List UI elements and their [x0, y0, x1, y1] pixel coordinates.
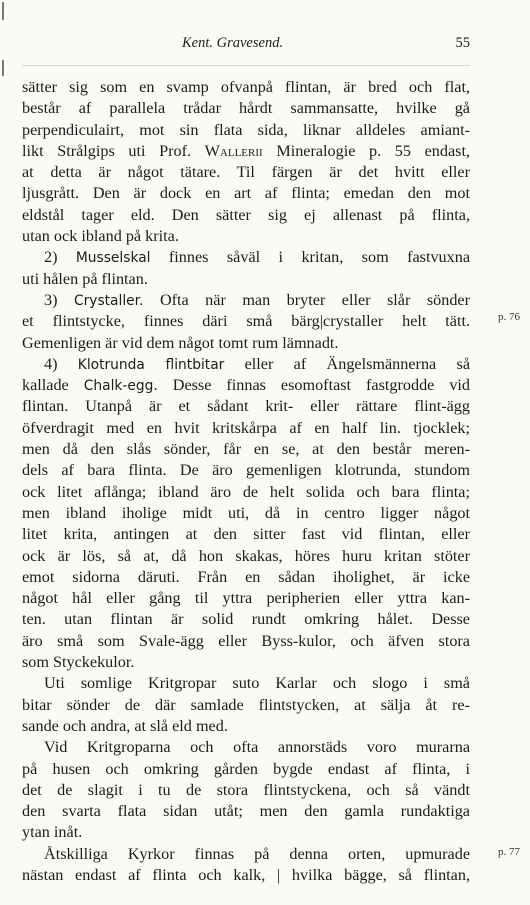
section-term: Chalk-egg. — [83, 378, 158, 395]
margin-note-page-76: p. 76 — [498, 311, 520, 323]
text-line: emot sidorna däruti. Från en sådan iholighet, är icke — [22, 567, 470, 586]
text-line: ock litet aflånga; ibland äro de helt solida och bara flinta; — [22, 482, 470, 501]
margin-note-page-77: p. 77 — [498, 846, 520, 858]
body-text — [22, 77, 470, 886]
text-line: sätter sig som en svamp ofvanpå flintan, är bred och flat, — [22, 78, 470, 96]
text-line: bitar sönder de där samlade flintstycken, at sälja åt re- — [22, 695, 470, 714]
page-header — [22, 35, 470, 53]
text-line: 3) Crystaller. Ofta när man bryter eller slår sönder — [44, 290, 470, 309]
running-head: Kent. Gravesend. — [182, 35, 284, 51]
text-line: perpendiculairt, mot sin flata sida, liknar alldeles amiant- — [22, 120, 470, 139]
text-line: något hål eller gång til yttra peripherien eller yttra kan- — [22, 589, 470, 608]
text-line: öfverdragit med en hvit kritskårpa af en half lin. tjocklek; — [22, 418, 470, 437]
text-line: eldstål tager eld. Den sätter sig ej allenast på flinta, — [22, 205, 470, 224]
text-line: likt Strålgips uti Prof. Wallerii Mineralogie p. 55 endast, — [22, 141, 470, 160]
text-line: men ibland iholige midt uti, då in centro ligger något — [22, 503, 470, 522]
text-line: äro små som Svale-ägg eller Byss-kulor, och äfven stora — [22, 631, 470, 650]
section-term: Musselskal — [75, 250, 151, 267]
text-line: Åtskilliga Kyrkor finnas på denna orten, upmurade — [44, 844, 470, 863]
text-line: flintan. Utanpå är et sådant krit- eller rättare flint-ägg — [22, 397, 470, 416]
text-line: Vid Kritgroparna och ofta annorstäds voro murarna — [44, 738, 470, 757]
text-line: den svarta flata sidan utåt; men den gamla rundaktiga — [22, 802, 470, 821]
text-line: kallade Chalk-egg. Desse finnas esomoftast fastgrodde vid — [22, 376, 470, 395]
text-line: nästan endast af flinta och kalk, | hvilka bägge, så flintan, — [22, 865, 470, 884]
text-line: uti hålen på flintan. — [22, 269, 148, 288]
text-line: litet krita, antingen at den sitter fast vid flintan, eller — [22, 525, 470, 544]
page-edge-mark — [2, 2, 4, 20]
section-term: Crystaller. — [73, 292, 144, 309]
text-line: består af parallela trådar hårdt sammansatte, hvilke gå — [22, 99, 470, 118]
text-line: utan ock ibland på krita. — [22, 227, 179, 246]
page-edge-mark — [2, 60, 4, 76]
page-number: 55 — [455, 35, 470, 51]
text-line: 4) Klotrunda flintbitar eller af Ängelsmännerna så — [44, 354, 470, 373]
text-line: ten. utan flintan är solid rundt omkring hålet. Desse — [22, 610, 470, 629]
text-line: på husen och omkring gården bygde endast af flinta, i — [22, 759, 470, 778]
text-line: ljusgrått. Den är dock en art af flinta; emedan den mot — [22, 184, 470, 203]
text-line: Uti somlige Kritgropar suto Karlar och slogo i små — [44, 674, 470, 693]
text-line: ytan inåt. — [22, 823, 83, 842]
text-line: ock är lös, så at, då hon skakas, höres huru kritan stöter — [22, 546, 470, 565]
text-line: det de slagit i tu de stora flintstyckena, och så vändt — [22, 780, 470, 799]
text-line: dels af bara flinta. De äro gemenligen klotrunda, stundom — [22, 461, 470, 480]
text-line: et flintstycke, finnes däri små bärg|crystaller helt tätt. — [22, 312, 470, 331]
header-rule — [22, 65, 470, 66]
text-line: 2) Musselskal finnes såväl i kritan, som fastvuxna — [44, 248, 470, 267]
text-line: som Styckekulor. — [22, 653, 135, 672]
text-line: Gemenligen är vid dem något tomt rum lämnadt. — [22, 333, 339, 352]
text-line: men då den slås sönder, får en se, at den består meren- — [22, 440, 470, 459]
text-line: sande och andra, at slå eld med. — [22, 716, 228, 735]
section-term: Klotrunda flintbitar — [77, 356, 225, 373]
author-name: Wallerii — [204, 141, 263, 160]
text-line: at detta är något tätare. Til färgen är det hvitt eller — [22, 163, 470, 182]
